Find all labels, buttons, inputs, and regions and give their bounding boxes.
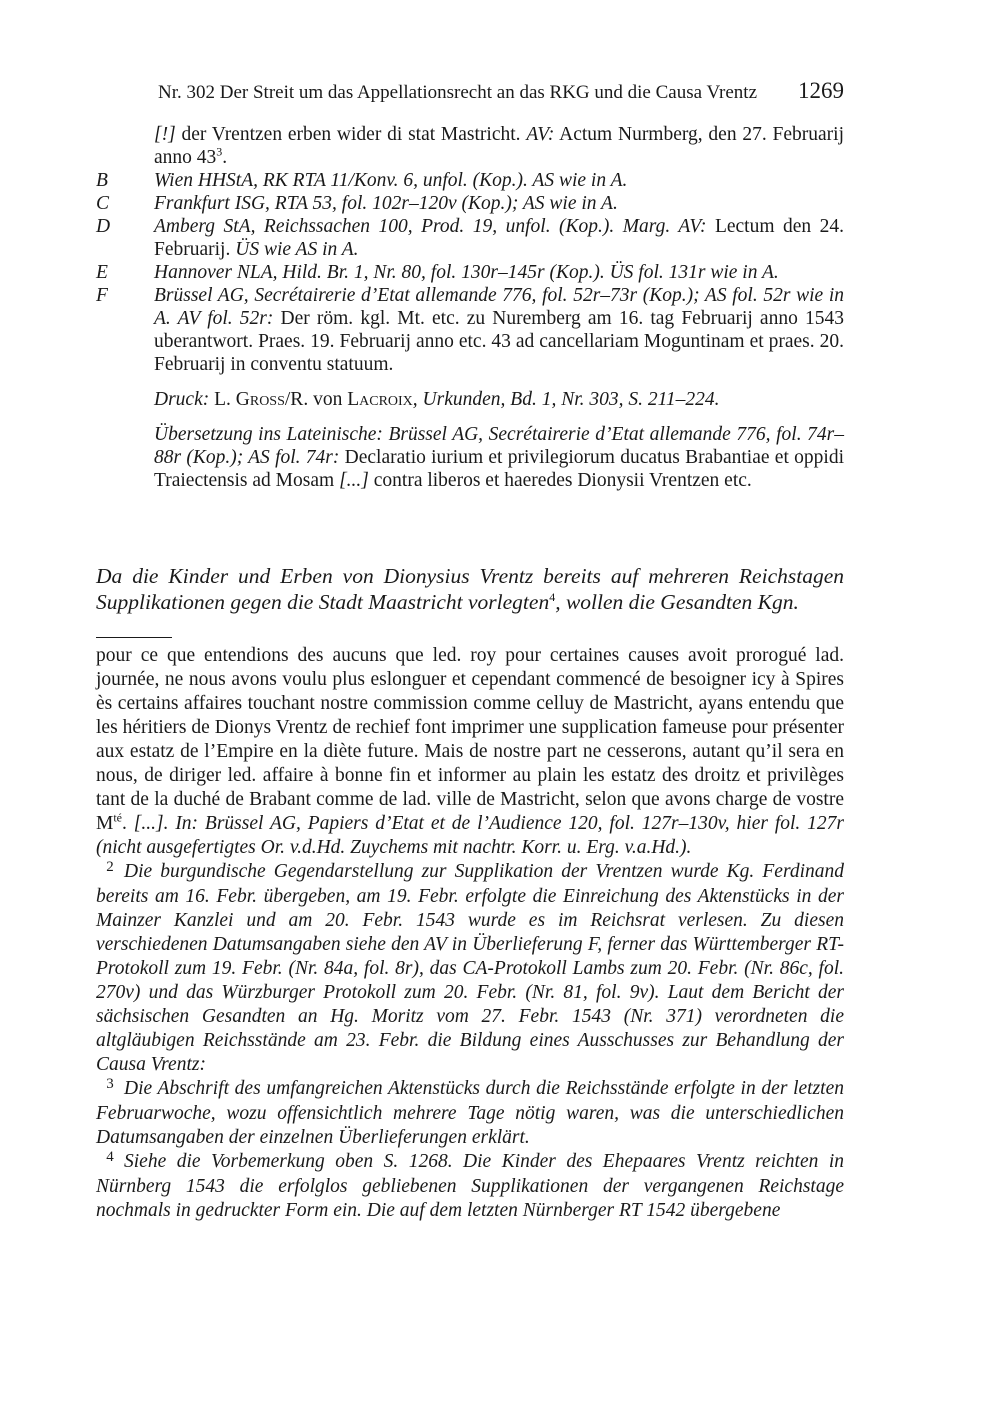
witness-text: [154, 215, 844, 261]
witness-C: [0, 192, 1004, 215]
footnote-text: Die Abschrift des umfangreichen Aktenstücks durch die Reichsstände erfolgte in der letzten Februarwoche, wozu offensichtlich mehrere Tage nötig waren, was die unterschiedlichen Datumsangaben der einzelnen Überlieferungen erklärt.: [96, 1078, 844, 1148]
running-head: [158, 80, 844, 106]
footnote-source: [...]. In: Brüssel AG, Papiers d’Etat et de l’Audience 120, fol. 127r–130v, hier fol. 127r (nicht ausgefertigtes Or. v.d.Hd. Zuychems mit nachtr. Korr. u. Erg. v.a.Hd.).: [96, 813, 844, 858]
witness-source: Brüssel AG, Secrétairerie d’Etat allemande 776, fol. 52r–73r (Kop.); AS fol. 52r wie in A. AV fol. 52r:: [154, 285, 844, 329]
druck-title: , Urkunden, Bd. 1, Nr. 303, S. 211–224.: [412, 389, 720, 410]
footnote-text: Siehe die Vorbemerkung oben S. 1268. Die Kinder des Ehepaares Vrentz reichten in Nürnberg 1543 die erfolglos gebliebenen Supplikationen der vergangenen Reichstage nochmals in gedruckter Form ein. Die auf dem letzten Nürnberger RT 1542 übergebene: [96, 1151, 844, 1221]
summary-text: Da die Kinder und Erben von Dionysius Vrentz bereits auf mehreren Reichstagen Supplikationen gegen die Stadt Maastricht vorlegten: [96, 564, 844, 614]
footnote-divider: [96, 637, 172, 638]
running-head-title: Nr. 302 Der Streit um das Appellationsrecht an das RKG und die Causa Vrentz: [158, 82, 758, 103]
author-lacroix: Lacroix: [347, 389, 413, 410]
footnote-4: [96, 1150, 844, 1223]
witness-D: [0, 215, 1004, 261]
footnote-continuation: [96, 644, 844, 860]
witness-text: [154, 284, 844, 376]
witness-us: ÜS wie AS in A.: [235, 239, 359, 260]
witness-F: [0, 284, 1004, 376]
footnote-sep: .: [122, 813, 134, 834]
footnote-ref-4[interactable]: 4: [549, 589, 556, 604]
page-number: 1269: [798, 78, 844, 103]
footnote-number: 2: [106, 859, 114, 875]
author-gross: Groß: [235, 389, 285, 410]
apparatus-continuation: [0, 123, 1004, 169]
footnote-ref-3[interactable]: 3: [216, 144, 223, 159]
witness-siglum: C: [96, 193, 110, 214]
druck-line: [0, 388, 1004, 411]
footnotes: [96, 644, 844, 1223]
druck-label: Druck:: [154, 389, 210, 410]
druck-initial: L.: [209, 389, 236, 410]
witness-B: [0, 169, 1004, 192]
continuation-date: Actum Nurmberg, den 27. Februarij anno 43: [154, 124, 844, 168]
witness-text: Wien HHStA, RK RTA 11/Konv. 6, unfol. (Kop.). AS wie in A.: [154, 170, 628, 191]
druck-sep: /R. von: [284, 389, 348, 410]
witness-siglum: E: [96, 262, 108, 283]
superscript: té: [113, 810, 123, 825]
witness-E: [0, 261, 1004, 284]
uebersetzung-end: contra liberos et haeredes Dionysii Vrentzen etc.: [368, 470, 752, 491]
footnote-2: [96, 860, 844, 1077]
footnote-text: Die burgundische Gegendarstellung zur Supplikation der Vrentzen wurde Kg. Ferdinand bereits am 16. Febr. übergeben, am 19. Febr. erfolgte die Einreichung des Aktenstücks in der Mainzer Kanzlei und am 20. Febr. 1543 wurde es im Reichsrat verlesen. Zu diesen verschiedenen Datumsangaben siehe den AV in Überlieferung F, ferner das Württemberger RT-Protokoll zum 19. Febr. (Nr. 84a, fol. 8r), das CA-Protokoll Lambs zum 20. Febr. (Nr. 86c, fol. 270v) und das Würzburger Protokoll zum 20. Febr. (Nr. 81, fol. 9v). Laut dem Bericht der sächsischen Gesandten an Hg. Moritz vom 27. Febr. 1543 (Nr. 371) verordneten die altgläubigen Reichsstände am 23. Febr. die Bildung eines Ausschusses zur Behandlung der Causa Vrentz:: [96, 861, 844, 1075]
continuation-end: .: [222, 147, 228, 168]
footnote-number: 3: [106, 1076, 114, 1092]
witness-note: Der röm. kgl. Mt. etc. zu Nuremberg am 16. tag Februarij anno 1543 uberantwort. Praes. 19. Februarij anno etc. 43 ad cancellariam Moguntinam et praes. 20. Februarij in conventu statuum.: [154, 308, 844, 375]
uebersetzung-source: Übersetzung ins Lateinische: Brüssel AG, Secrétairerie d’Etat allemande 776, fol. 74r–88r (Kop.); AS fol. 74r:: [154, 424, 844, 468]
uebersetzung: [0, 423, 1004, 492]
apparatus: [0, 123, 1004, 492]
footnote-3: [96, 1077, 844, 1150]
witness-siglum: B: [96, 170, 108, 191]
witness-note: Lectum den 24. Februarij.: [154, 216, 844, 260]
witness-siglum: F: [96, 285, 108, 306]
ellipsis: [...]: [339, 470, 369, 491]
uebersetzung-text: Declaratio iurium et privilegiorum ducatus Brabantiae et oppidi Traiectensis ad Mosam: [154, 447, 844, 491]
summary-regest: [96, 563, 844, 615]
continuation-text: der Vrentzen erben wider di stat Mastricht.: [175, 124, 527, 145]
editorial-mark: [!]: [154, 124, 176, 145]
witness-text: Frankfurt ISG, RTA 53, fol. 102r–120v (Kop.); AS wie in A.: [154, 193, 618, 214]
av-label: AV:: [526, 124, 555, 145]
witness-siglum: D: [96, 216, 111, 237]
witness-text: Hannover NLA, Hild. Br. 1, Nr. 80, fol. 130r–145r (Kop.). ÜS fol. 131r wie in A.: [154, 262, 779, 283]
footnote-number: 4: [106, 1149, 114, 1165]
footnote-french-text: pour ce que entendions des aucuns que led. roy pour certaines causes avoit prorogué lad. journée, ne nous avons voulu plus eslonguer et cependant commencé de besoigner icy à Spires ès certains affaires touchant nostre commission comme celluy de Mastricht, ayans entendu que les héritiers de Dionys Vrentz de rechief font imprimer une supplication fameuse pour présenter aux estatz de l’Empire en la diète future. Mais de nostre part ne cesserons, autant qu’il sera en nous, de diriger led. affaire à bonne fin et informer au plain les estatz des droitz et privilèges tant de la duché de Brabant comme de lad. ville de Mastricht, selon que avons charge de vostre M: [96, 645, 844, 834]
witness-source: Amberg StA, Reichssachen 100, Prod. 19, unfol. (Kop.). Marg. AV:: [154, 216, 707, 237]
summary-text-end: , wollen die Gesandten Kgn.: [555, 590, 799, 614]
